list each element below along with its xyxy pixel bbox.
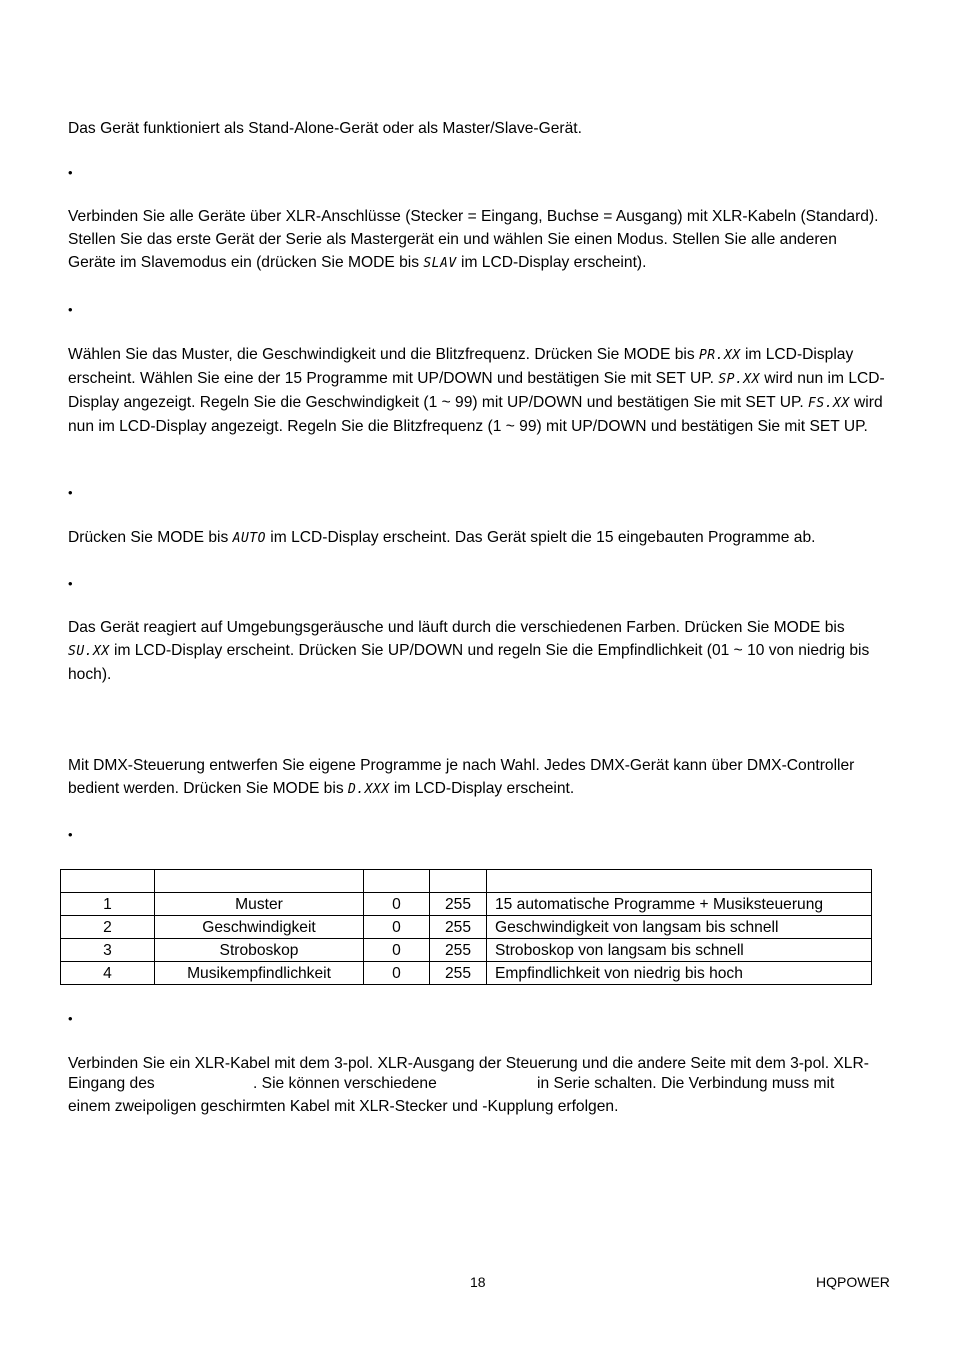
connection-line-2c: in Serie schalten. Die Verbindung muss mit bbox=[537, 1075, 835, 1092]
dmx-channel-table bbox=[60, 869, 872, 985]
lcd-slav-label: SLAV bbox=[423, 256, 457, 271]
table-header-row bbox=[61, 870, 872, 893]
table-row bbox=[61, 939, 872, 962]
lcd-pr-label: PR.XX bbox=[698, 348, 741, 363]
program-text-4: wird nun im LCD-Display angezeigt. Regeln Sie die Blitzfrequenz (1 ~ 99) mit UP/DOWN und bestätigen Sie mit SET UP. bbox=[68, 394, 883, 435]
bullet-master-slave: • bbox=[68, 165, 73, 180]
master-slave-paragraph bbox=[68, 205, 888, 275]
master-slave-text-1: Verbinden Sie alle Geräte über XLR-Anschlüsse (Stecker = Eingang, Buchse = Ausgang) mit XLR-Kabeln (Standard). Stellen Sie das erste Gerät der Serie als Mastergerät ein und wählen Sie einen Modus. Stellen Sie alle anderen Geräte im Slavemodus ein (drücken Sie MODE bis bbox=[68, 208, 879, 271]
bullet-dmx-table: • bbox=[68, 827, 73, 842]
bullet-connection: • bbox=[68, 1011, 73, 1026]
bullet-sound: • bbox=[68, 576, 73, 591]
sound-text-2: im LCD-Display erscheint. Drücken Sie UP/DOWN und regeln Sie die Empfindlichkeit (01 ~ 10 von niedrig bis hoch). bbox=[68, 642, 870, 683]
program-text-2: im LCD-Display erscheint. Wählen Sie eine der 15 Programme mit UP/DOWN und bestätigen Sie mit SET UP. bbox=[68, 346, 854, 387]
description-cell: Stroboskop von langsam bis schnell bbox=[487, 939, 872, 962]
auto-text-2: im LCD-Display erscheint. Das Gerät spielt die 15 eingebauten Programme ab. bbox=[265, 529, 816, 546]
function-cell: Muster bbox=[155, 893, 364, 916]
lcd-auto-label: AUTO bbox=[232, 531, 266, 546]
connection-line-2b: . Sie können verschiedene bbox=[253, 1075, 437, 1092]
channel-cell: 1 bbox=[61, 893, 155, 916]
page-number: 18 bbox=[470, 1274, 486, 1290]
max-value-cell: 255 bbox=[430, 916, 487, 939]
lcd-dmx-label: D.XXX bbox=[347, 782, 390, 797]
program-text-3: wird nun im LCD-Display angezeigt. Regeln Sie die Geschwindigkeit (1 ~ 99) mit UP/DOWN und bestätigen Sie mit SET UP. bbox=[68, 370, 885, 411]
auto-text-1: Drücken Sie MODE bis bbox=[68, 529, 233, 546]
min-value-cell: 0 bbox=[364, 893, 430, 916]
dmx-paragraph bbox=[68, 754, 888, 801]
description-cell: Empfindlichkeit von niedrig bis hoch bbox=[487, 962, 872, 985]
auto-paragraph bbox=[68, 526, 888, 550]
dmx-text-1: Mit DMX-Steuerung entwerfen Sie eigene Programme je nach Wahl. Jedes DMX-Gerät kann über DMX-Controller bedient werden. Drücken Sie MODE bis bbox=[68, 757, 855, 797]
bullet-auto: • bbox=[68, 485, 73, 500]
connection-line-1: Verbinden Sie ein XLR-Kabel mit dem 3-pol. XLR-Ausgang der Steuerung und die andere Seite mit dem 3-pol. XLR- bbox=[68, 1055, 869, 1072]
dmx-text-2: im LCD-Display erscheint. bbox=[389, 780, 575, 797]
sound-paragraph bbox=[68, 616, 888, 686]
max-value-cell: 255 bbox=[430, 962, 487, 985]
intro-paragraph: Das Gerät funktioniert als Stand-Alone-Gerät oder als Master/Slave-Gerät. bbox=[68, 120, 582, 137]
lcd-fs-label: FS.XX bbox=[808, 396, 850, 411]
connection-line-3: einem zweipoligen geschirmten Kabel mit XLR-Stecker und -Kupplung erfolgen. bbox=[68, 1098, 619, 1115]
table-row bbox=[61, 916, 872, 939]
channel-cell: 4 bbox=[61, 962, 155, 985]
table-row bbox=[61, 962, 872, 985]
lcd-su-label: SU.XX bbox=[68, 644, 110, 659]
channel-cell: 3 bbox=[61, 939, 155, 962]
program-text-1: Wählen Sie das Muster, die Geschwindigkeit und die Blitzfrequenz. Drücken Sie MODE bis bbox=[68, 346, 699, 363]
program-paragraph bbox=[68, 343, 888, 438]
min-value-cell: 0 bbox=[364, 939, 430, 962]
brand-footer: HQPOWER bbox=[816, 1274, 890, 1290]
function-cell: Stroboskop bbox=[155, 939, 364, 962]
function-cell: Geschwindigkeit bbox=[155, 916, 364, 939]
lcd-sp-label: SP.XX bbox=[718, 372, 760, 387]
max-value-cell: 255 bbox=[430, 893, 487, 916]
master-slave-text-2: im LCD-Display erscheint). bbox=[456, 254, 647, 271]
min-value-cell: 0 bbox=[364, 916, 430, 939]
sound-text-1: Das Gerät reagiert auf Umgebungsgeräusche und läuft durch die verschiedenen Farben. Drücken Sie MODE bis bbox=[68, 619, 845, 636]
header-cell bbox=[61, 870, 155, 893]
header-cell bbox=[430, 870, 487, 893]
connection-line-2a: Eingang des bbox=[68, 1075, 155, 1092]
header-cell bbox=[487, 870, 872, 893]
table-row bbox=[61, 893, 872, 916]
min-value-cell: 0 bbox=[364, 962, 430, 985]
header-cell bbox=[155, 870, 364, 893]
header-cell bbox=[364, 870, 430, 893]
function-cell: Musikempfindlichkeit bbox=[155, 962, 364, 985]
description-cell: Geschwindigkeit von langsam bis schnell bbox=[487, 916, 872, 939]
channel-cell: 2 bbox=[61, 916, 155, 939]
bullet-program: • bbox=[68, 302, 73, 317]
description-cell: 15 automatische Programme + Musiksteuerung bbox=[487, 893, 872, 916]
max-value-cell: 255 bbox=[430, 939, 487, 962]
